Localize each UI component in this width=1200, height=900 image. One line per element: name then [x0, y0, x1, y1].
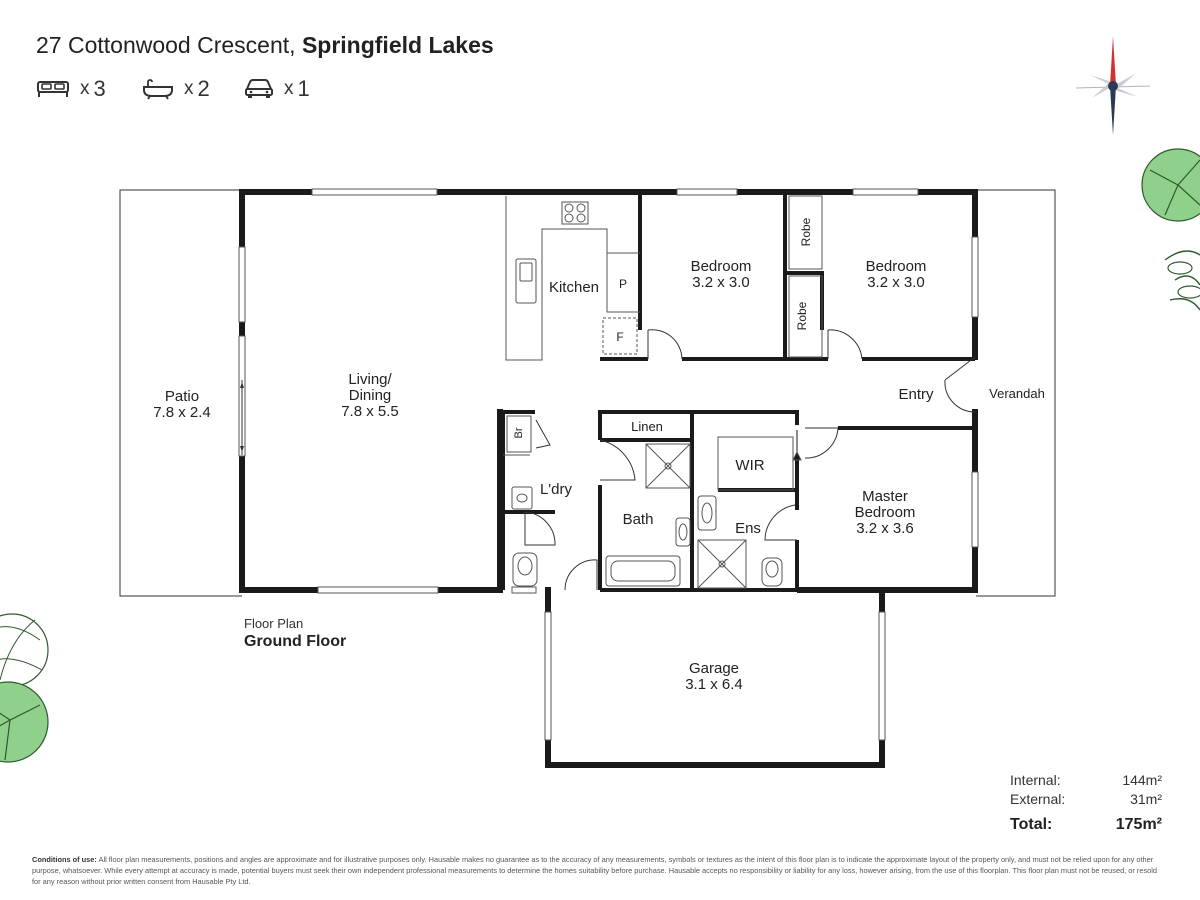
- master-bedroom-label: Bedroom: [854, 504, 916, 521]
- robe-2-label: Robe: [795, 301, 809, 331]
- bedroom-3-size: 3.2 x 3.0: [867, 274, 925, 291]
- bedroom-count: x 3: [36, 76, 106, 102]
- internal-area-value: 144m²: [1122, 772, 1162, 788]
- suburb-name: Springfield Lakes: [301, 32, 494, 58]
- bedroom-2-label: Bedroom: [690, 258, 752, 275]
- garage-size: 3.1 x 6.4: [685, 676, 743, 693]
- compass-north-needle: [1110, 36, 1116, 86]
- ensuite-label: Ens: [735, 520, 761, 537]
- wir-label: WIR: [735, 457, 765, 474]
- exterior-walls: [242, 192, 975, 765]
- bathroom-count: x 2: [142, 76, 210, 102]
- bedroom-3-label: Bedroom: [865, 258, 927, 275]
- living-label: Living/: [348, 371, 392, 388]
- bathroom-count-value: 2: [197, 76, 210, 101]
- street-address: 27 Cottonwood Crescent,: [36, 32, 296, 58]
- bath-label: Bath: [622, 511, 654, 528]
- conditions-label: Conditions of use:: [32, 855, 97, 864]
- pantry-label: P: [618, 277, 628, 291]
- compass-icon: [1076, 36, 1150, 135]
- parking-count: x 1: [244, 76, 310, 102]
- patio-label: Patio: [164, 388, 200, 405]
- fridge-label: F: [616, 330, 624, 344]
- verandah-label: Verandah: [989, 386, 1045, 401]
- external-area-value: 31m²: [1130, 791, 1162, 807]
- bedroom-2-size: 3.2 x 3.0: [692, 274, 750, 291]
- entry-label: Entry: [898, 386, 934, 403]
- area-summary: [1010, 772, 1162, 835]
- compass-south-needle: [1110, 86, 1116, 135]
- master-size: 3.2 x 3.6: [856, 520, 914, 537]
- conditions-of-use: [32, 854, 1167, 887]
- internal-area-row: Internal: 144m²: [1010, 772, 1162, 791]
- master-label: Master: [862, 488, 908, 505]
- garage-label: Garage: [688, 660, 740, 677]
- parking-count-value: 1: [297, 76, 310, 101]
- floor-level: Ground Floor: [244, 633, 347, 650]
- laundry-label: L'dry: [539, 481, 573, 498]
- tree-decoration-bottom-left: [0, 614, 48, 762]
- bedroom-count-value: 3: [93, 76, 106, 101]
- linen-label: Linen: [631, 419, 663, 434]
- floor-plan-caption: Floor Plan: [244, 616, 304, 631]
- dining-label: Dining: [348, 387, 392, 404]
- external-area-row: External: 31m²: [1010, 791, 1162, 810]
- kitchen-label: Kitchen: [548, 279, 600, 296]
- conditions-text: All floor plan measurements, positions and angles are approximate and for illustrative purposes only. Hausable makes no guarantee as to the accuracy of any measurements, symbols or textures as the intent of this floor plan is to indicate the approximate layout of the property only, and must not be relied upon for any other purpose, whatsoever. While every attempt at accuracy is made, potential buyers must seek their own independent professional measurements to determine the homes suitability before purchase. Hausable accepts no responsibility or liability for any loss, however arising, from the use of this floorplan. This floor plan must not be reused, or resold for any reason without prior written consent from Hausable Pty Ltd.: [32, 855, 1158, 886]
- tree-decoration-top-right: [1142, 149, 1200, 310]
- total-area-value: 175m²: [1115, 816, 1162, 833]
- total-area-row: Total: 175m²: [1010, 816, 1162, 833]
- patio-size: 7.8 x 2.4: [153, 404, 211, 421]
- broom-label: Br: [513, 427, 525, 439]
- living-size: 7.8 x 5.5: [341, 403, 399, 420]
- robe-1-label: Robe: [799, 217, 813, 247]
- floor-caption: [244, 616, 346, 651]
